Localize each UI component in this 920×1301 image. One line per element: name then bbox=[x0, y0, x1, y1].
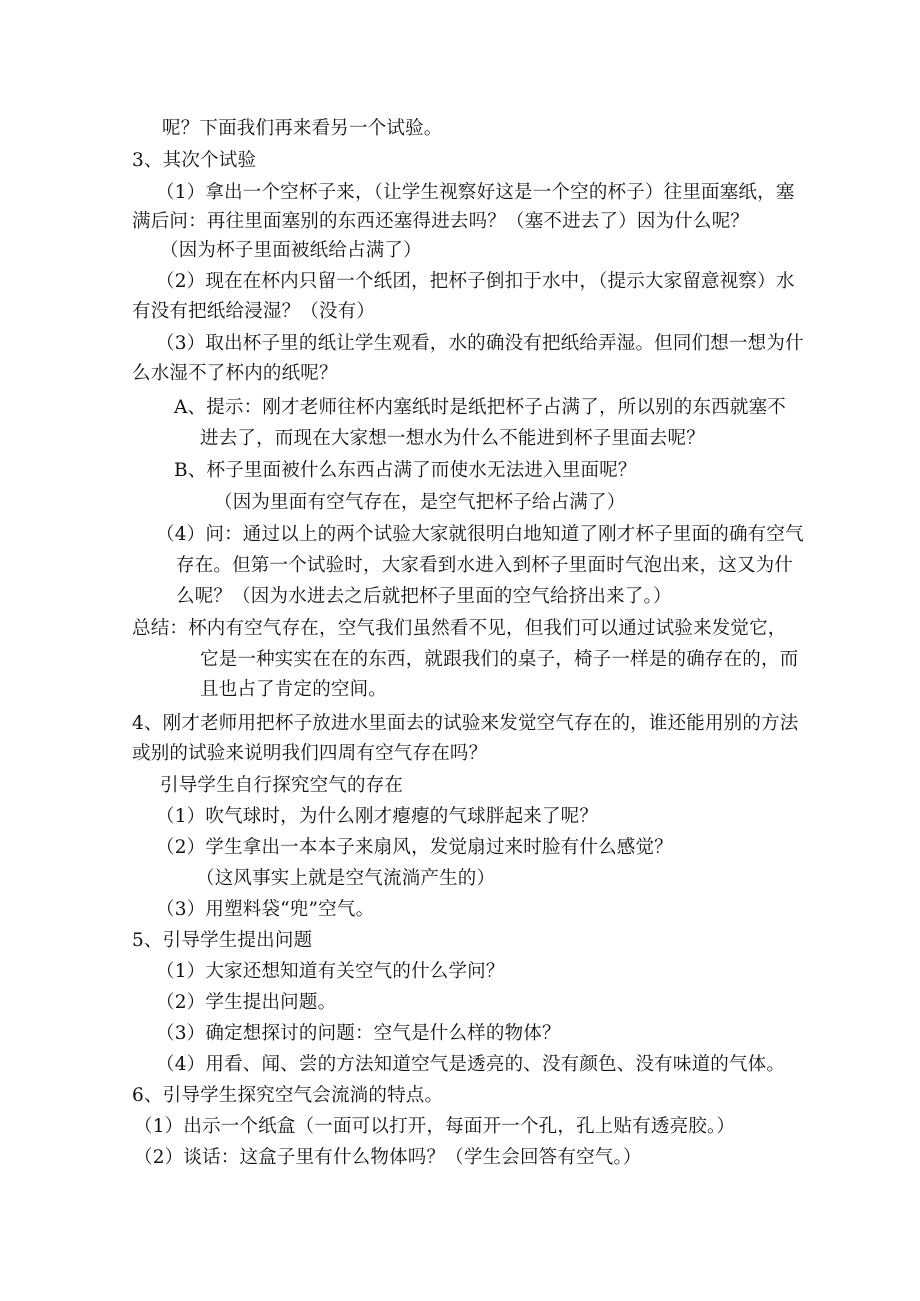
text-line: 么呢？（因为水进去之后就把杯子里面的空气给挤出来了。） bbox=[176, 586, 672, 607]
section-heading: 4、刚才老师用把杯子放进水里面去的试验来发觉空气存在的，谁还能用别的方法 bbox=[132, 713, 799, 734]
text-line: 有没有把纸给浸湿？（没有） bbox=[132, 301, 376, 322]
summary-line: 总结：杯内有空气存在，空气我们虽然看不见，但我们可以通过试验来发觉它， bbox=[132, 618, 787, 639]
text-line: （因为杯子里面被纸给占满了） bbox=[160, 240, 422, 261]
text-line: （2）学生拿出一本本子来扇风，发觉扇过来时脸有什么感觉？ bbox=[156, 837, 673, 858]
section-heading: 3、其次个试验 bbox=[132, 150, 257, 171]
summary-line: 且也占了肯定的空间。 bbox=[200, 679, 388, 700]
text-line: 进去了，而现在大家想一想水为什么不能进到杯子里面去呢？ bbox=[200, 428, 705, 449]
text-line: 满后问：再往里面塞别的东西还塞得进去吗？（塞不进去了）因为什么呢？ bbox=[132, 211, 750, 232]
text-line: （4）用看、闻、尝的方法知道空气是透亮的、没有颜色、没有味道的气体。 bbox=[156, 1054, 786, 1075]
summary-line: 它是一种实实在在的东西，就跟我们的桌子，椅子一样是的确存在的，而 bbox=[200, 649, 799, 670]
text-line: （4）问：通过以上的两个试验大家就很明白地知道了刚才杯子里面的确有空气 bbox=[156, 524, 804, 545]
text-line: （1）拿出一个空杯子来，（让学生视察好这是一个空的杯子）往里面塞纸，塞 bbox=[156, 182, 795, 203]
section-heading: 5、引导学生提出问题 bbox=[132, 930, 313, 951]
text-line: 或别的试验来说明我们四周有空气存在吗？ bbox=[132, 743, 488, 764]
text-line: （1）大家还想知道有关空气的什么学问？ bbox=[156, 961, 505, 982]
text-line: 么水湿不了杯内的纸呢？ bbox=[132, 363, 338, 384]
text-line: （2）谈话：这盒子里有什么物体吗？（学生会回答有空气。） bbox=[134, 1147, 642, 1168]
text-line: （2）现在在杯内只留一个纸团，把杯子倒扣于水中，（提示大家留意视察）水 bbox=[156, 271, 795, 292]
text-line: （3）确定想探讨的问题：空气是什么样的物体？ bbox=[156, 1023, 561, 1044]
text-line: （1）吹气球时，为什么刚才瘪瘪的气球胖起来了呢？ bbox=[156, 806, 599, 827]
text-line: （3）取出杯子里的纸让学生观看，水的确没有把纸给弄湿。但同们想一想为什 bbox=[156, 333, 804, 354]
text-line: 引导学生自行探究空气的存在 bbox=[160, 775, 404, 796]
text-line: B、杯子里面被什么东西占满了而使水无法进入里面呢？ bbox=[174, 460, 637, 481]
text-line: （1）出示一个纸盒（一面可以打开，每面开一个孔，孔上贴有透亮胶。） bbox=[134, 1116, 736, 1137]
text-line: （2）学生提出问题。 bbox=[156, 992, 337, 1013]
text-line: （3）用塑料袋“兜”空气。 bbox=[156, 899, 375, 920]
text-line: （这风事实上就是空气流淌产生的） bbox=[196, 868, 496, 889]
text-line: （因为里面有空气存在，是空气把杯子给占满了） bbox=[214, 492, 626, 513]
text-line: 呢？下面我们再来看另一个试验。 bbox=[162, 118, 443, 139]
text-line: 存在。但第一个试验时，大家看到水进入到杯子里面时气泡出来，这又为什 bbox=[176, 555, 794, 576]
section-heading: 6、引导学生探究空气会流淌的特点。 bbox=[132, 1085, 444, 1106]
text-line: A、提示：刚才老师往杯内塞纸时是纸把杯子占满了，所以别的东西就塞不 bbox=[174, 397, 786, 418]
